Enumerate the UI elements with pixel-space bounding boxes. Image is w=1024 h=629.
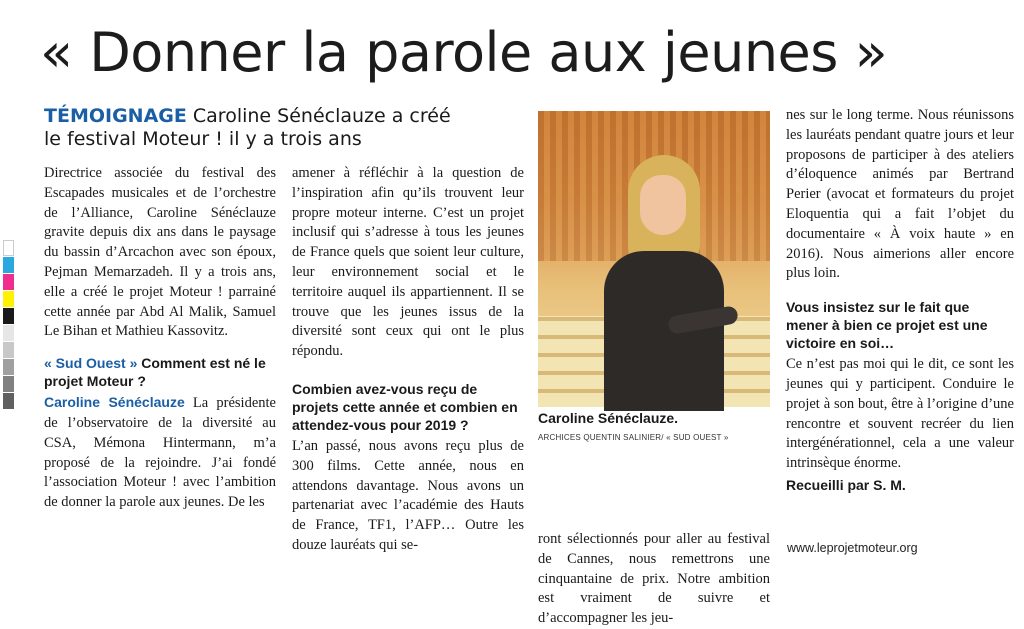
column-2 <box>292 164 524 556</box>
photo-person-face <box>640 175 686 235</box>
question-1-text: Comment est né le projet Moteur ? <box>44 355 266 390</box>
intro-title <box>44 105 464 151</box>
answer-3: Ce n’est pas moi qui le dit, ce sont les jeunes qui y participent. Conduire le projet à son bout, être à l’origine d’une rencontre et souvent recréer du lien intergénérationnel, cela a une valeur intrinsèque énorme. <box>786 356 1014 472</box>
answer-2: L’an passé, nous avons reçu plus de 300 films. Cette année, nous en attendons davantage. Nous avons un partenariat avec l’académie des Hauts de France, TF1, l’AFP… Outre les douze lauréats qui se- <box>292 437 524 553</box>
question-1 <box>44 354 276 390</box>
color-swatch <box>3 308 14 324</box>
website-link[interactable]: www.leprojetmoteur.org <box>787 541 918 555</box>
color-swatch <box>3 291 14 307</box>
color-swatch <box>3 240 14 256</box>
photo-credit: ARCHICES QUENTIN SALINIER/ « SUD OUEST » <box>538 433 729 442</box>
column-1 <box>44 164 276 513</box>
answer-2-end: nes sur le long terme. Nous réunissons les lauréats pendant quatre jours et leur proposons de participer à des ateliers d’éloquence animés par Bertrand Perier (avocat et formateurs du projet Eloquentia qui a fait l’objet du documentaire « À voix haute » en 2016). Nous aimerions aller encore plus loin. <box>786 107 1014 282</box>
column-4 <box>786 106 1014 496</box>
column-3 <box>538 530 770 629</box>
speaker-name: Caroline Sénéclauze <box>44 394 185 411</box>
headline: « Donner la parole aux jeunes » <box>40 21 888 84</box>
color-swatch <box>3 376 14 392</box>
intro-paragraph: Directrice associée du festival des Escapades musicales et de l’orchestre de l’Alliance, Caroline Sénéclauze gravite depuis dix ans dans le paysage du bassin d’Arcachon avec son époux, Pejman Memarzadeh. Il y a trois ans, elle a créé le projet Moteur ! parrainé cette année par Abd Al Malik, Samuel Le Bihan et Mathieu Kassovitz. <box>44 165 276 340</box>
intro-kicker: TÉMOIGNAGE <box>44 105 187 127</box>
answer-1-continued: amener à réfléchir à la question de l’inspiration afin qu’ils trouvent leur propre moteur interne. C’est un projet inclusif qui s’adresse à tous les jeunes de France quels que soient leur culture, leur environnement social et le territoire auquel ils appartiennent. Il se trouve que les jeunes issus de la diversité sont ceux qui ont le plus répondu. <box>292 165 524 360</box>
color-swatch <box>3 359 14 375</box>
photo-person-body <box>604 251 724 411</box>
photo-caption: Caroline Sénéclauze. <box>538 410 679 426</box>
answer-2-continued: ront sélectionnés pour aller au festival de Cannes, nous remettrons une cinquantaine de prix. Notre ambition est vraiment de suivre et d’accompagner les jeu- <box>538 531 770 627</box>
color-swatch <box>3 393 14 409</box>
signature: Recueilli par S. M. <box>786 476 906 493</box>
question-source: « Sud Ouest » <box>44 355 138 372</box>
answer-1-text: La présidente de l’observatoire de la diversité au CSA, Mémona Hintermann, m’a proposé de la rejoindre. J’ai fondé l’association Moteur ! avec l’ambition de donner la parole aux jeunes. De les <box>44 395 276 511</box>
answer-1 <box>44 393 276 513</box>
color-swatch <box>3 325 14 341</box>
question-2: Combien avez-vous reçu de projets cette année et combien en attendez-vous pour 2019 ? <box>292 380 518 433</box>
question-3: Vous insistez sur le fait que mener à bien ce projet est une victoire en soi… <box>786 299 988 352</box>
color-swatch <box>3 274 14 290</box>
portrait-photo <box>538 111 770 407</box>
intro-title-text: Caroline Sénéclauze a créé le festival Moteur ! il y a trois ans <box>44 105 451 150</box>
print-color-bar <box>3 240 14 410</box>
color-swatch <box>3 342 14 358</box>
color-swatch <box>3 257 14 273</box>
